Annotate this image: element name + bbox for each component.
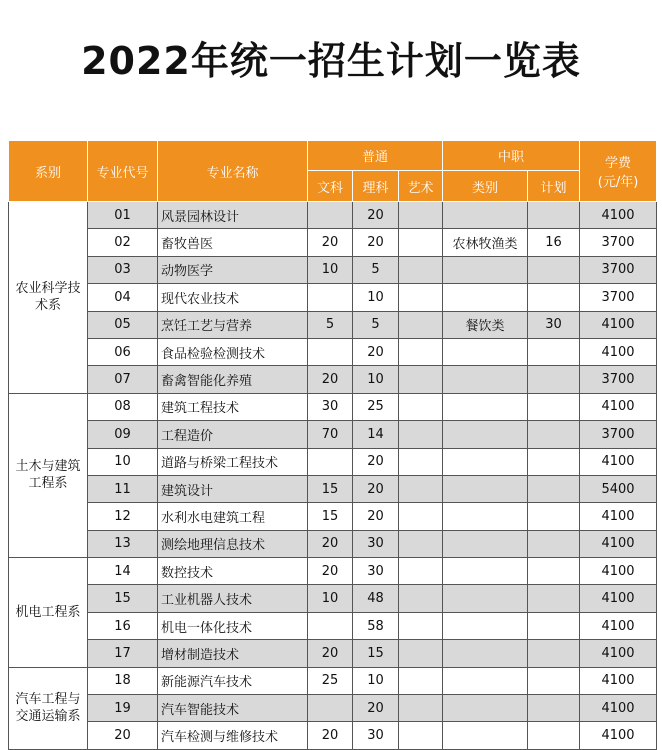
table-row bbox=[9, 256, 657, 283]
cell-plan bbox=[528, 640, 580, 667]
cell-yishu bbox=[399, 667, 443, 694]
cell-wenke: 70 bbox=[308, 421, 353, 448]
cell-yishu bbox=[399, 284, 443, 311]
cell-like: 10 bbox=[353, 667, 399, 694]
page-title: 2022年统一招生计划一览表 bbox=[81, 39, 581, 83]
cell-wenke bbox=[308, 448, 353, 475]
cell-plan bbox=[528, 503, 580, 530]
cell-category bbox=[443, 202, 528, 229]
cell-name: 水利水电建筑工程 bbox=[158, 503, 308, 530]
table-row bbox=[9, 393, 657, 420]
cell-name: 汽车检测与维修技术 bbox=[158, 722, 308, 749]
table-row bbox=[9, 558, 657, 585]
cell-wenke: 20 bbox=[308, 229, 353, 256]
cell-like: 15 bbox=[353, 640, 399, 667]
table-row bbox=[9, 229, 657, 256]
dept-cell: 机电工程系 bbox=[9, 558, 88, 668]
cell-fee: 3700 bbox=[580, 229, 657, 256]
cell-code: 15 bbox=[88, 585, 158, 612]
cell-wenke bbox=[308, 202, 353, 229]
cell-category bbox=[443, 393, 528, 420]
table-row bbox=[9, 667, 657, 694]
cell-like: 30 bbox=[353, 558, 399, 585]
table-row bbox=[9, 284, 657, 311]
cell-like: 14 bbox=[353, 421, 399, 448]
table-row bbox=[9, 202, 657, 229]
table-row bbox=[9, 338, 657, 365]
cell-plan bbox=[528, 667, 580, 694]
cell-yishu bbox=[399, 448, 443, 475]
header-fee bbox=[580, 141, 657, 202]
cell-plan: 30 bbox=[528, 311, 580, 338]
cell-code: 10 bbox=[88, 448, 158, 475]
cell-fee: 4100 bbox=[580, 585, 657, 612]
cell-yishu bbox=[399, 640, 443, 667]
cell-category bbox=[443, 585, 528, 612]
cell-code: 01 bbox=[88, 202, 158, 229]
cell-wenke: 20 bbox=[308, 530, 353, 557]
cell-plan bbox=[528, 338, 580, 365]
table-row bbox=[9, 503, 657, 530]
cell-like: 20 bbox=[353, 448, 399, 475]
cell-name: 机电一体化技术 bbox=[158, 612, 308, 639]
cell-plan bbox=[528, 475, 580, 502]
cell-wenke bbox=[308, 338, 353, 365]
cell-fee: 4100 bbox=[580, 640, 657, 667]
cell-name: 数控技术 bbox=[158, 558, 308, 585]
cell-name: 建筑工程技术 bbox=[158, 393, 308, 420]
enrollment-plan-table bbox=[8, 140, 657, 750]
cell-plan bbox=[528, 612, 580, 639]
cell-name: 汽车智能技术 bbox=[158, 695, 308, 722]
cell-plan bbox=[528, 448, 580, 475]
cell-like: 20 bbox=[353, 475, 399, 502]
cell-name: 建筑设计 bbox=[158, 475, 308, 502]
cell-like: 48 bbox=[353, 585, 399, 612]
cell-wenke: 10 bbox=[308, 256, 353, 283]
header-general: 普通 bbox=[308, 141, 443, 171]
cell-name: 工业机器人技术 bbox=[158, 585, 308, 612]
cell-like: 5 bbox=[353, 256, 399, 283]
table-row bbox=[9, 530, 657, 557]
cell-wenke: 30 bbox=[308, 393, 353, 420]
cell-code: 13 bbox=[88, 530, 158, 557]
cell-wenke: 20 bbox=[308, 558, 353, 585]
cell-name: 新能源汽车技术 bbox=[158, 667, 308, 694]
cell-code: 14 bbox=[88, 558, 158, 585]
cell-plan bbox=[528, 202, 580, 229]
cell-name: 动物医学 bbox=[158, 256, 308, 283]
cell-name: 道路与桥梁工程技术 bbox=[158, 448, 308, 475]
cell-category bbox=[443, 612, 528, 639]
header-yishu: 艺术 bbox=[399, 171, 443, 202]
cell-code: 06 bbox=[88, 338, 158, 365]
header-category: 类别 bbox=[443, 171, 528, 202]
cell-wenke bbox=[308, 284, 353, 311]
cell-category bbox=[443, 695, 528, 722]
cell-name: 现代农业技术 bbox=[158, 284, 308, 311]
cell-category: 餐饮类 bbox=[443, 311, 528, 338]
cell-like: 20 bbox=[353, 229, 399, 256]
cell-yishu bbox=[399, 722, 443, 749]
cell-code: 12 bbox=[88, 503, 158, 530]
cell-like: 58 bbox=[353, 612, 399, 639]
cell-like: 20 bbox=[353, 338, 399, 365]
header-name: 专业名称 bbox=[158, 141, 308, 202]
header-wenke: 文科 bbox=[308, 171, 353, 202]
cell-wenke: 20 bbox=[308, 366, 353, 393]
cell-fee: 4100 bbox=[580, 722, 657, 749]
cell-yishu bbox=[399, 503, 443, 530]
cell-yishu bbox=[399, 558, 443, 585]
table-row bbox=[9, 366, 657, 393]
cell-fee: 4100 bbox=[580, 503, 657, 530]
cell-plan bbox=[528, 393, 580, 420]
cell-name: 烹饪工艺与营养 bbox=[158, 311, 308, 338]
table-row bbox=[9, 722, 657, 749]
cell-category bbox=[443, 256, 528, 283]
cell-code: 04 bbox=[88, 284, 158, 311]
cell-category bbox=[443, 475, 528, 502]
cell-code: 03 bbox=[88, 256, 158, 283]
cell-like: 30 bbox=[353, 530, 399, 557]
cell-wenke: 25 bbox=[308, 667, 353, 694]
cell-plan bbox=[528, 585, 580, 612]
cell-category bbox=[443, 530, 528, 557]
cell-fee: 4100 bbox=[580, 667, 657, 694]
cell-category bbox=[443, 722, 528, 749]
cell-fee: 4100 bbox=[580, 612, 657, 639]
cell-yishu bbox=[399, 311, 443, 338]
cell-yishu bbox=[399, 612, 443, 639]
cell-fee: 3700 bbox=[580, 284, 657, 311]
cell-plan bbox=[528, 421, 580, 448]
dept-cell: 农业科学技术系 bbox=[9, 202, 88, 394]
cell-name: 畜禽智能化养殖 bbox=[158, 366, 308, 393]
cell-wenke: 15 bbox=[308, 503, 353, 530]
cell-yishu bbox=[399, 421, 443, 448]
cell-fee: 3700 bbox=[580, 366, 657, 393]
cell-name: 工程造价 bbox=[158, 421, 308, 448]
cell-fee: 4100 bbox=[580, 338, 657, 365]
cell-category bbox=[443, 284, 528, 311]
cell-category bbox=[443, 667, 528, 694]
header-code: 专业代号 bbox=[88, 141, 158, 202]
cell-fee: 4100 bbox=[580, 558, 657, 585]
table-row bbox=[9, 585, 657, 612]
table-row bbox=[9, 421, 657, 448]
cell-category bbox=[443, 640, 528, 667]
header-fee-line1: 学费 bbox=[605, 156, 632, 171]
cell-code: 07 bbox=[88, 366, 158, 393]
dept-cell: 土木与建筑工程系 bbox=[9, 393, 88, 557]
cell-plan: 16 bbox=[528, 229, 580, 256]
cell-fee: 4100 bbox=[580, 202, 657, 229]
cell-like: 20 bbox=[353, 503, 399, 530]
header-plan: 计划 bbox=[528, 171, 580, 202]
cell-category: 农林牧渔类 bbox=[443, 229, 528, 256]
cell-wenke: 20 bbox=[308, 640, 353, 667]
cell-fee: 4100 bbox=[580, 695, 657, 722]
table-header bbox=[9, 141, 657, 202]
cell-category bbox=[443, 421, 528, 448]
cell-yishu bbox=[399, 229, 443, 256]
table-body bbox=[9, 202, 657, 750]
cell-name: 增材制造技术 bbox=[158, 640, 308, 667]
cell-yishu bbox=[399, 202, 443, 229]
table-row bbox=[9, 448, 657, 475]
cell-like: 30 bbox=[353, 722, 399, 749]
cell-wenke bbox=[308, 612, 353, 639]
cell-plan bbox=[528, 695, 580, 722]
cell-code: 19 bbox=[88, 695, 158, 722]
cell-code: 18 bbox=[88, 667, 158, 694]
dept-cell: 汽车工程与交通运输系 bbox=[9, 667, 88, 749]
cell-yishu bbox=[399, 338, 443, 365]
cell-code: 16 bbox=[88, 612, 158, 639]
cell-like: 5 bbox=[353, 311, 399, 338]
cell-category bbox=[443, 448, 528, 475]
cell-like: 10 bbox=[353, 366, 399, 393]
cell-plan bbox=[528, 558, 580, 585]
cell-yishu bbox=[399, 366, 443, 393]
cell-wenke: 15 bbox=[308, 475, 353, 502]
header-fee-line2: (元/年) bbox=[597, 175, 639, 190]
cell-fee: 4100 bbox=[580, 448, 657, 475]
cell-fee: 5400 bbox=[580, 475, 657, 502]
cell-plan bbox=[528, 530, 580, 557]
cell-plan bbox=[528, 256, 580, 283]
cell-name: 畜牧兽医 bbox=[158, 229, 308, 256]
cell-name: 风景园林设计 bbox=[158, 202, 308, 229]
cell-name: 食品检验检测技术 bbox=[158, 338, 308, 365]
cell-like: 10 bbox=[353, 284, 399, 311]
header-dept: 系别 bbox=[9, 141, 88, 202]
cell-yishu bbox=[399, 695, 443, 722]
cell-plan bbox=[528, 366, 580, 393]
cell-name: 测绘地理信息技术 bbox=[158, 530, 308, 557]
cell-fee: 4100 bbox=[580, 530, 657, 557]
cell-yishu bbox=[399, 393, 443, 420]
cell-plan bbox=[528, 284, 580, 311]
cell-wenke: 20 bbox=[308, 722, 353, 749]
header-vocational: 中职 bbox=[443, 141, 580, 171]
cell-yishu bbox=[399, 585, 443, 612]
table-row bbox=[9, 640, 657, 667]
cell-code: 09 bbox=[88, 421, 158, 448]
cell-code: 08 bbox=[88, 393, 158, 420]
cell-fee: 3700 bbox=[580, 421, 657, 448]
cell-like: 20 bbox=[353, 695, 399, 722]
cell-yishu bbox=[399, 475, 443, 502]
cell-plan bbox=[528, 722, 580, 749]
cell-fee: 3700 bbox=[580, 256, 657, 283]
cell-category bbox=[443, 366, 528, 393]
cell-category bbox=[443, 558, 528, 585]
table-row bbox=[9, 475, 657, 502]
cell-like: 25 bbox=[353, 393, 399, 420]
cell-wenke: 5 bbox=[308, 311, 353, 338]
table-row bbox=[9, 695, 657, 722]
cell-yishu bbox=[399, 256, 443, 283]
header-like: 理科 bbox=[353, 171, 399, 202]
cell-code: 17 bbox=[88, 640, 158, 667]
cell-category bbox=[443, 338, 528, 365]
cell-yishu bbox=[399, 530, 443, 557]
cell-wenke bbox=[308, 695, 353, 722]
cell-category bbox=[443, 503, 528, 530]
table-row bbox=[9, 612, 657, 639]
cell-code: 05 bbox=[88, 311, 158, 338]
cell-wenke: 10 bbox=[308, 585, 353, 612]
cell-code: 02 bbox=[88, 229, 158, 256]
cell-fee: 4100 bbox=[580, 393, 657, 420]
cell-code: 20 bbox=[88, 722, 158, 749]
table-row bbox=[9, 311, 657, 338]
cell-code: 11 bbox=[88, 475, 158, 502]
cell-fee: 4100 bbox=[580, 311, 657, 338]
cell-like: 20 bbox=[353, 202, 399, 229]
